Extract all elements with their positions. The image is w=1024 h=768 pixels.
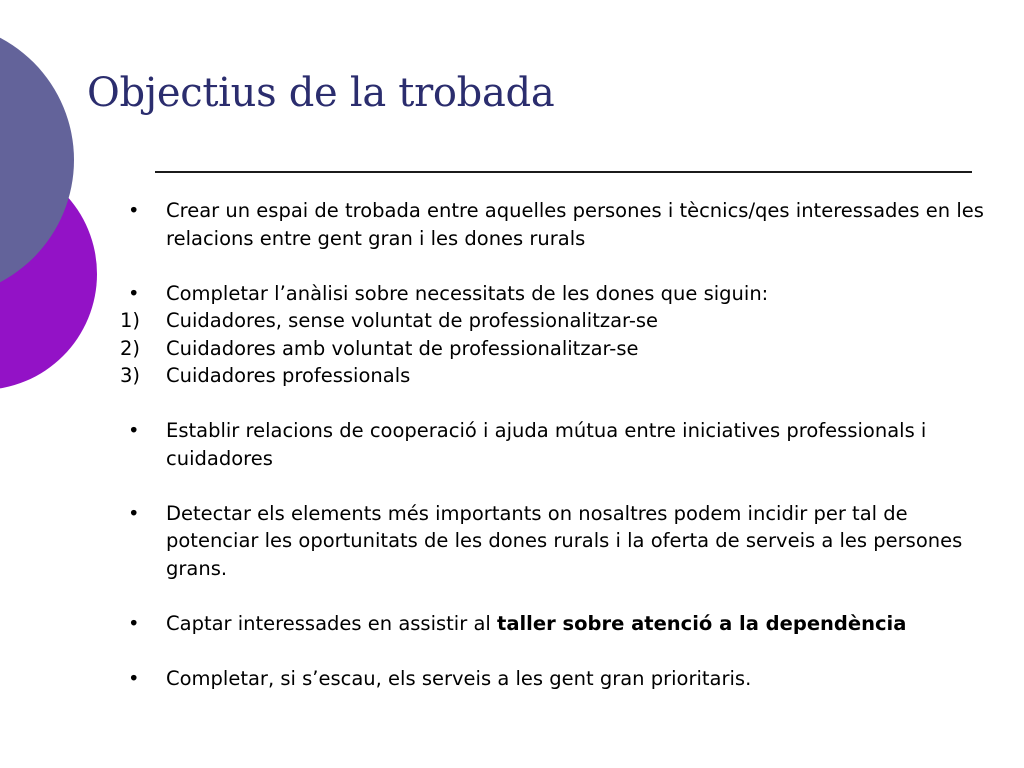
number-marker: 2)	[120, 336, 141, 360]
numbered-item	[120, 335, 990, 363]
bullet-marker: •	[128, 419, 140, 442]
bullet-marker: •	[128, 281, 140, 305]
bullet-item	[120, 665, 990, 693]
bullet-text: Crear un espai de trobada entre aquelles persones i tècnics/qes interessades en les relacions entre gent gran i les dones rurals	[166, 199, 984, 250]
numbered-item	[120, 307, 990, 335]
bullet-marker: •	[128, 501, 140, 525]
bullet-text: Captar interessades en assistir al	[166, 611, 498, 635]
numbered-text: Cuidadores, sense voluntat de professionalitzar-se	[166, 309, 659, 332]
numbered-item	[120, 362, 990, 390]
bullet-item	[120, 610, 990, 638]
slide-title: Objectius de la trobada	[87, 70, 555, 116]
bullet-item	[120, 280, 990, 308]
slide-content	[120, 197, 990, 692]
bullet-text: Completar l’anàlisi sobre necessitats de les dones que siguin:	[166, 281, 769, 305]
bullet-marker: •	[128, 611, 140, 635]
number-marker: 1)	[120, 309, 141, 332]
bullet-marker: •	[128, 199, 140, 222]
number-marker: 3)	[120, 364, 141, 387]
title-divider	[155, 171, 972, 173]
bullet-text: Detectar els elements més importants on nosaltres podem incidir per tal de potenciar les oportunitats de les dones rurals i la oferta de serveis a les persones grans.	[166, 501, 963, 580]
numbered-text: Cuidadores professionals	[166, 364, 411, 387]
numbered-text: Cuidadores amb voluntat de professionalitzar-se	[166, 336, 639, 360]
bullet-item	[120, 197, 990, 252]
bullet-text-bold: taller sobre atenció a la dependència	[497, 611, 907, 635]
bullet-item	[120, 500, 990, 583]
bullet-text: Completar, si s’escau, els serveis a les gent gran prioritaris.	[166, 666, 752, 690]
bullet-item	[120, 417, 990, 472]
bullet-marker: •	[128, 666, 140, 690]
bullet-text: Establir relacions de cooperació i ajuda mútua entre iniciatives professionals i cuidadores	[166, 419, 927, 470]
